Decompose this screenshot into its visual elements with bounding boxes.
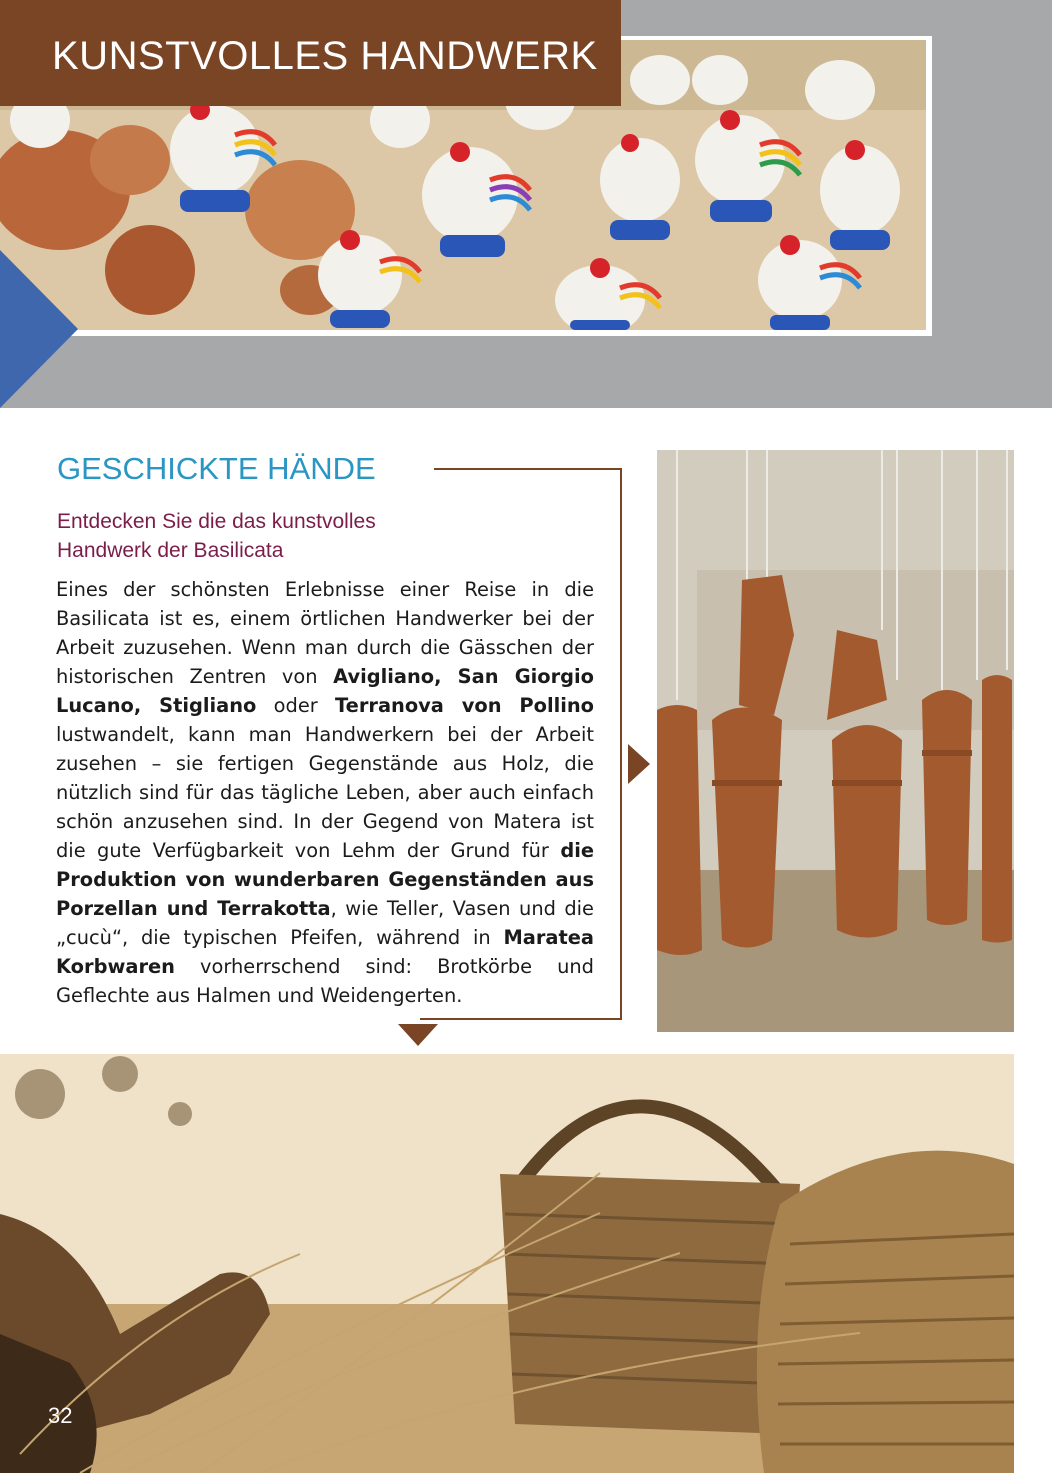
body-bold-1: Avigliano, San Giorgio Lucano, Stigliano	[56, 665, 594, 717]
page-number: 32	[48, 1403, 73, 1428]
body-bold-4: Maratea Korbwaren	[56, 926, 594, 978]
body-text-4: , wie Teller, Vasen und die „cucù“, die typischen Pfeifen, während in	[56, 897, 594, 949]
text-frame-bottom-line	[420, 1018, 622, 1020]
page-title: KUNSTVOLLES HANDWERK	[52, 34, 598, 78]
body-text-3: lustwandelt, kann man Handwerkern bei der Arbeit zusehen – sie fertigen Gegenstände aus Holz, die nützlich sind für das tägliche Leben, aber auch einfach schön anzusehen sind. In der Gegend von Matera ist die gute Verfügbarkeit von Lehm der Grund für	[56, 723, 594, 862]
body-text-2: oder	[256, 694, 336, 717]
body-text-5: vorherrschend sind: Brotkörbe und Geflechte aus Halmen und Weidengerten.	[56, 955, 594, 1007]
header-title-box	[0, 0, 621, 106]
subtitle-line-1: Entdecken Sie die das kunstvolles	[57, 510, 376, 533]
body-text-1: Eines der schönsten Erlebnisse einer Reise in die Basilicata ist es, einem örtlichen Handwerker bei der Arbeit zuzusehen. Wenn man durch die Gässchen der historischen Zentren von	[56, 578, 594, 688]
arrow-right-icon	[628, 744, 650, 784]
section-title: GESCHICKTE HÄNDE	[57, 451, 376, 486]
arrow-down-icon	[398, 1024, 438, 1046]
text-frame-top-line	[434, 468, 622, 470]
photo-basket-weaving	[0, 1054, 1014, 1473]
subtitle-line-2: Handwerk der Basilicata	[57, 539, 284, 562]
section-subtitle	[57, 507, 577, 565]
blue-triangle-decoration	[0, 250, 78, 408]
text-frame-right-line	[620, 468, 622, 1020]
body-bold-3: die Produktion von wunderbaren Gegenständen aus Porzellan und Terrakotta	[56, 839, 594, 920]
photo-hanging-terracotta-whistles	[657, 450, 1014, 1032]
body-bold-2: Terranova von Pollino	[335, 694, 595, 717]
article-body	[56, 575, 594, 1010]
